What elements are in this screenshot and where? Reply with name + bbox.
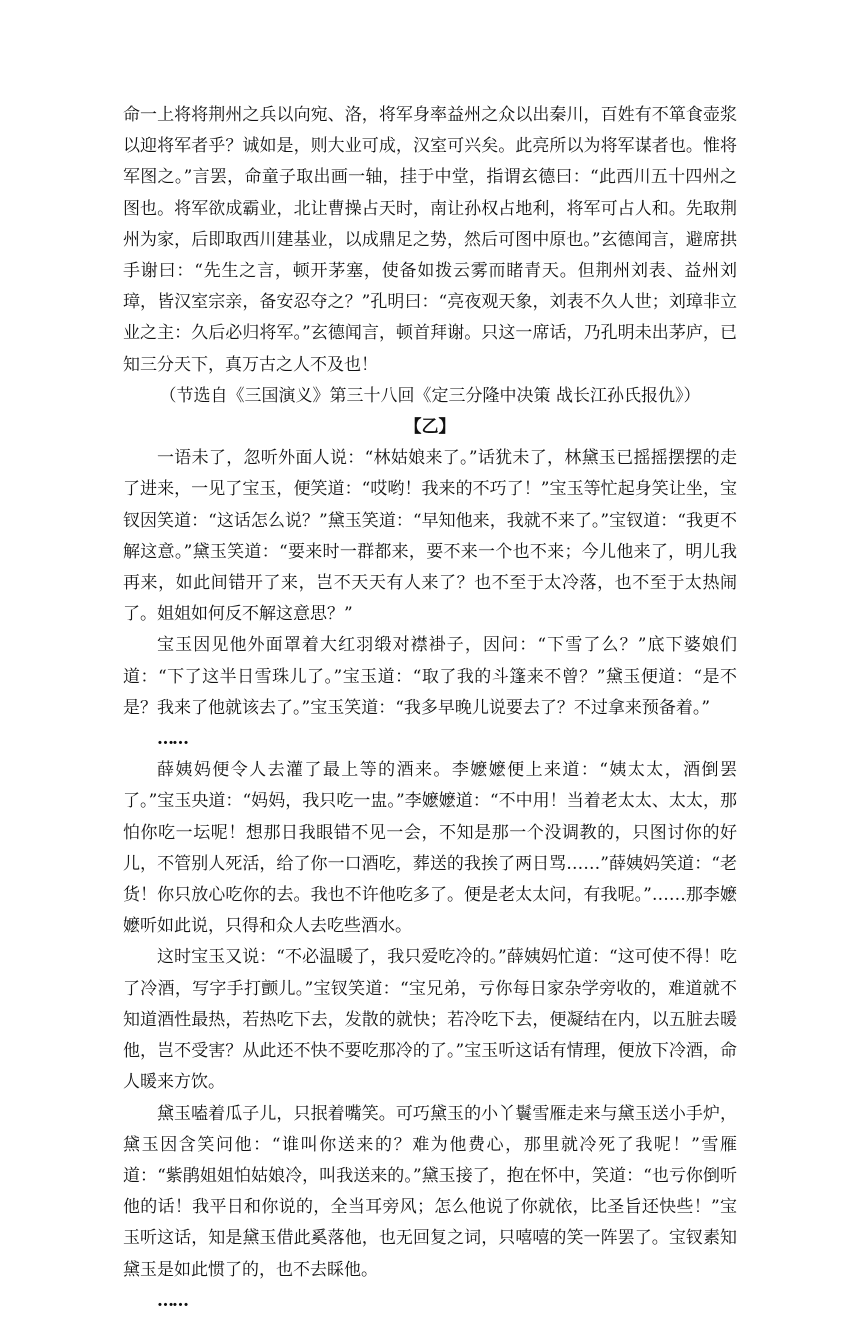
paragraph: 一语未了，忽听外面人说：“林姑娘来了。”话犹未了，林黛玉已摇摇摆摆的走了进来，一见了宝玉，便笑道：“哎哟！我来的不巧了！”宝玉等忙起身笑让坐，宝钗因笑道：“这话怎么说？”黛玉笑道：“早知他来，我就不来了。”宝钗道：“我更不解这意。”黛玉笑道：“要来时一群都来，要不来一个也不来；今儿他来了，明儿我再来，如此间错开了来，岂不天天有人来了？也不至于太冷落，也不至于太热闹了。姐姐如何反不解这意思？” [123, 448, 737, 625]
paragraph: 宝玉因见他外面罩着大红羽缎对襟褂子，因问：“下雪了么？”底下婆娘们道：“下了这半日雪珠儿了。”宝玉道：“取了我的斗篷来不曾？”黛玉便道：“是不是？我来了他就该去了。”宝玉笑道：“我多早晚儿说要去了？不过拿来预备着。” [123, 635, 737, 718]
document-page [123, 100, 737, 1317]
part-a-tail-paragraph: 命一上将将荆州之兵以向宛、洛，将军身率益州之众以出秦川，百姓有不箪食壶浆以迎将军者乎？诚如是，则大业可成，汉室可兴矣。此亮所以为将军谋者也。惟将军图之。”言罢，命童子取出画一轴，挂于中堂，指谓玄德曰：“此西川五十四州之图也。将军欲成霸业，北让曹操占天时，南让孙权占地利，将军可占人和。先取荆州为家，后即取西川建基业，以成鼎足之势，然后可图中原也。”玄德闻言，避席拱手谢曰：“先生之言，顿开茅塞，使备如拨云雾而睹青天。但荆州刘表、益州刘璋，皆汉室宗亲，备安忍夺之？”孔明曰：“亮夜观天象，刘表不久人世；刘璋非立业之主：久后必归将军。”玄德闻言，顿首拜谢。只这一席话，乃孔明未出茅庐，已知三分天下，真万古之人不及也！ [123, 105, 737, 375]
source-note: （节选自《三国演义》第三十八回《定三分隆中决策 战长江孙氏报仇》） [159, 385, 701, 406]
section-title-b: 【乙】 [404, 417, 456, 438]
ellipsis-separator: …… [157, 1290, 187, 1311]
paragraph: 黛玉嗑着瓜子儿，只抿着嘴笑。可巧黛玉的小丫鬟雪雁走来与黛玉送小手炉，黛玉因含笑问他：“谁叫你送来的？难为他费心，那里就冷死了我呢！”雪雁道：“紫鹃姐姐怕姑娘冷，叫我送来的。”黛玉接了，抱在怀中，笑道：“也亏你倒听他的话！我平日和你说的，全当耳旁风；怎么他说了你就依，比圣旨还快些！”宝玉听这话，知是黛玉借此奚落他，也无回复之词，只嘻嘻的笑一阵罢了。宝钗素知黛玉是如此惯了的，也不去睬他。 [123, 1103, 737, 1280]
ellipsis-separator: …… [157, 729, 187, 750]
paragraph: 薛姨妈便令人去灌了最上等的酒来。李嬷嬷便上来道：“姨太太，酒倒罢了。”宝玉央道：“妈妈，我只吃一盅。”李嬷嬷道：“不中用！当着老太太、太太，那怕你吃一坛呢！想那日我眼错不见一会，不知是那一个没调教的，只图讨你的好儿，不管别人死活，给了你一口酒吃，葬送的我挨了两日骂……”薛姨妈笑道：“老货！你只放心吃你的去。我也不许他吃多了。便是老太太问，有我呢。”……那李嬷嬷听如此说，只得和众人去吃些酒水。 [123, 760, 737, 937]
paragraph: 这时宝玉又说：“不必温暖了，我只爱吃冷的。”薛姨妈忙道：“这可使不得！吃了冷酒，写字手打颤儿。”宝钗笑道：“宝兄弟，亏你每日家杂学旁收的，难道就不知道酒性最热，若热吃下去，发散的就快；若冷吃下去，便凝结在内，以五脏去暖他，岂不受害？从此还不快不要吃那冷的了。”宝玉听这话有情理，便放下冷酒，命人暖来方饮。 [123, 947, 737, 1093]
